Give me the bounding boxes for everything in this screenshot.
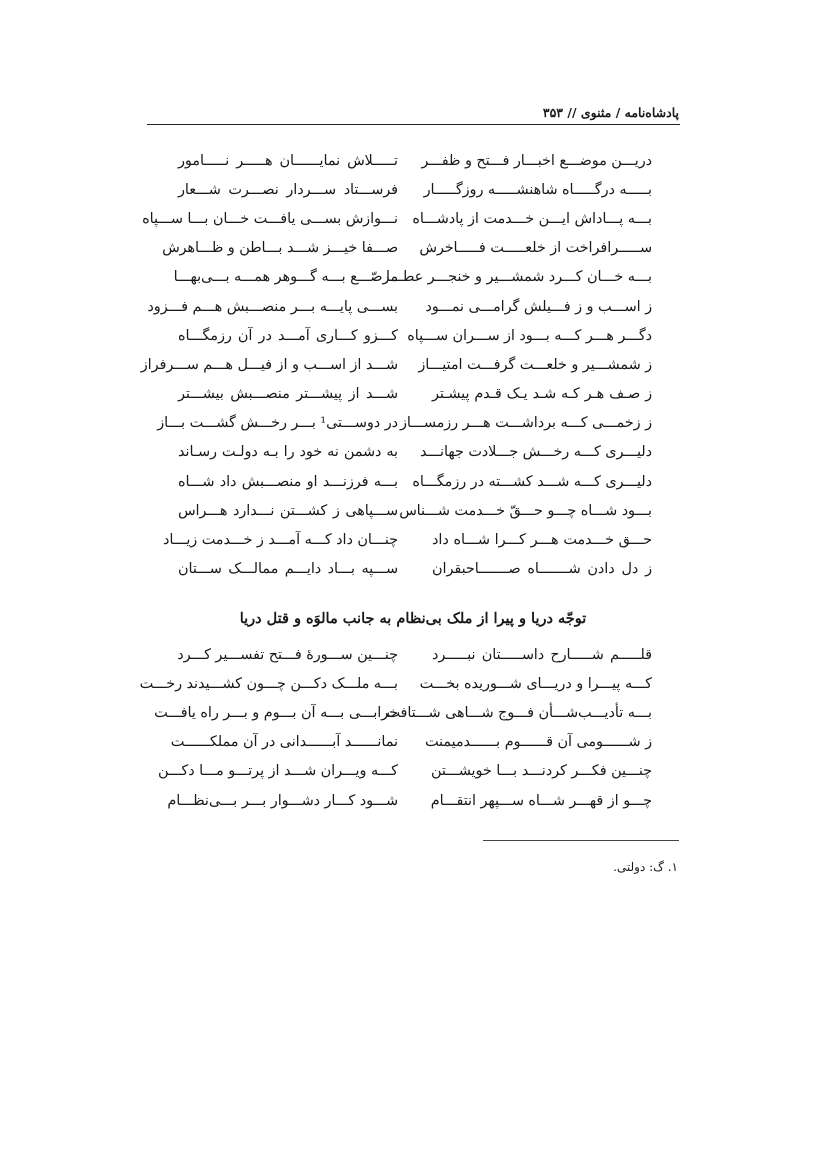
hemistich-right: ز شمشـــیر و خلعـــت گرفـــت امتیـــاز — [418, 356, 652, 373]
hemistich-left: چنـــان داد کـــه آمـــد ز خـــدمت زیـــاد — [163, 532, 398, 549]
poem-section-2 — [139, 640, 652, 815]
hemistich-left: ســـپاهی ز کشـــتن نـــدارد هـــراس — [178, 502, 398, 519]
hemistich-left: نـــوازش بســـی یافـــت خـــان بـــا ســـپاه — [142, 210, 398, 227]
hemistich-left: تـــــلاش نمایــــــان هـــــر نـــــامور — [178, 152, 398, 169]
hemistich-left: کـــه ویـــران شـــد از پرتـــو مـــا دکـــن — [157, 763, 398, 780]
header-rule — [147, 124, 680, 125]
couplet — [178, 640, 652, 669]
hemistich-right: کـــه پیـــرا و دریـــای شـــوریده بخـــت — [419, 675, 652, 692]
poem-section-1 — [140, 146, 652, 584]
hemistich-left: شـــود کـــار دشـــوار بـــر بـــی‌نظـــام — [167, 792, 398, 809]
hemistich-left: فرســـتاد ســـردار نصـــرت شـــعار — [178, 181, 398, 198]
hemistich-right: ز صـف هـر کـه شـد یـک قـدم پیشـتر — [432, 386, 652, 403]
hemistich-right: دلیـــری کـــه رخـــش جـــلادت جهانـــد — [419, 444, 652, 461]
running-header — [147, 101, 679, 123]
couplet — [173, 263, 652, 292]
section-heading: توجّه دریا و پیرا از ملک بی‌نظام به جانب مالوَه و قتل دریا — [239, 610, 587, 627]
couplet — [139, 669, 652, 698]
couplet — [178, 175, 652, 204]
couplet — [178, 555, 652, 584]
footnote: ۱. گ: دولتی. — [613, 860, 678, 874]
couplet — [142, 204, 652, 233]
couplet — [162, 234, 652, 263]
hemistich-left: شـــد از پیشـــتر منصـــبش بیشـــتر — [178, 386, 398, 403]
hemistich-left: مرصّـــع بـــه گـــوهر همـــه بـــی‌بهـــا — [173, 269, 398, 286]
hemistich-left: بـــه ملـــک دکـــن چـــون کشـــیدند رخـــت — [139, 675, 398, 692]
hemistich-right: چـــو از قهـــر شـــاه ســـپهر انتقـــام — [430, 792, 652, 809]
hemistich-right: بـــود شـــاه چـــو حـــقّ خـــدمت شـــناس — [399, 502, 652, 519]
hemistich-left: ســـپه بـــاد دایـــم ممالـــک ســـتان — [178, 561, 398, 578]
hemistich-right: دگـــر هـــر کـــه بـــود از ســـران ســـپاه — [407, 327, 652, 344]
couplet — [157, 409, 652, 438]
hemistich-left: نمانــــــد آبــــــدانی در آن مملکــــــت — [170, 734, 398, 751]
hemistich-left: صـــفا خیـــز شـــد بـــاطن و ظـــاهرش — [162, 240, 398, 257]
hemistich-right: ز شــــــومی آن قــــــوم بــــــدمیمنت — [424, 734, 652, 751]
hemistich-left: کـــزو کـــاری آمـــد در آن رزمگـــاه — [178, 327, 398, 344]
hemistich-right: دریـــن موضـــع اخبـــار فـــتح و ظفـــر — [421, 152, 652, 169]
hemistich-right: بـــه خـــان کـــرد شمشـــیر و خنجـــر عطـــا — [385, 269, 652, 286]
couplet — [178, 380, 652, 409]
hemistich-right: بـــه تأدیـــب‌شـــأن فـــوج شـــاهی شـــتافت — [386, 704, 652, 721]
couplet — [178, 146, 652, 175]
hemistich-right: بـــــه درگـــــاه شاهنشـــــه روزگـــــار — [423, 181, 652, 198]
hemistich-right: چنـــین فکـــر کردنـــد بـــا خویشـــتن — [430, 763, 652, 780]
couplet — [163, 525, 652, 554]
hemistich-left: خرابـــی بـــه آن بـــوم و بـــر راه یافـــت — [154, 704, 398, 721]
hemistich-right: ز اســـب و ز فـــیلش گرامـــی نمـــود — [425, 298, 652, 315]
hemistich-right: ســـــرافراخت از خلعـــــت فـــــاخرش — [419, 240, 652, 257]
hemistich-left: در دوســـتی¹ بـــر رخـــش گشـــت بـــاز — [157, 415, 398, 432]
footnote-rule — [483, 840, 679, 841]
hemistich-right: ز زخمـــی کـــه برداشـــت هـــر رزمســـاز — [400, 415, 652, 432]
couplet — [170, 728, 652, 757]
couplet — [147, 292, 652, 321]
hemistich-right: بـــه پـــاداش ایـــن خـــدمت از پادشـــاه — [412, 210, 652, 227]
couplet — [154, 698, 652, 727]
couplet — [178, 467, 652, 496]
hemistich-right: ز دل دادن شـــــــاه صـــــــاحبقران — [432, 561, 652, 578]
hemistich-left: چنـــین ســـورهٔ فـــتح تفســـیر کـــرد — [177, 646, 398, 663]
couplet — [167, 786, 652, 815]
couplet — [157, 757, 652, 786]
running-title: پادشاه‌نامه / مثنوی // ۳۵۳ — [542, 104, 679, 120]
hemistich-right: دلیـــری کـــه شـــد کشـــته در رزمگـــاه — [412, 473, 652, 490]
hemistich-left: شـــد از اســـب و از فیـــل هـــم ســـرفراز — [140, 356, 398, 373]
hemistich-right: قلـــــم شـــــارح داســـــتان نبـــــرد — [432, 646, 652, 663]
hemistich-left: به دشمن نه خود را بـه دولـت رسـاند — [178, 444, 398, 461]
hemistich-left: بســـی پایـــه بـــر منصـــبش هـــم فـــزود — [147, 298, 398, 315]
couplet — [178, 321, 652, 350]
couplet — [140, 350, 652, 379]
couplet — [178, 496, 652, 525]
hemistich-right: حـــق خـــدمت هـــر کـــرا شـــاه داد — [432, 532, 652, 549]
couplet — [178, 438, 652, 467]
hemistich-left: بـــه فرزنـــد او منصـــبش داد شـــاه — [178, 473, 398, 490]
